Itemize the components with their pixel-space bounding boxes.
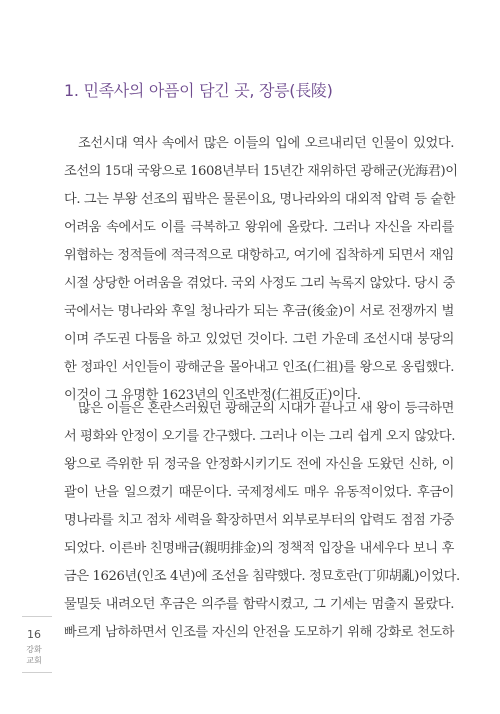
text-line: 명나라를 치고 점차 세력을 확장하면서 외부로부터의 압력도 점점 가중 <box>64 513 454 528</box>
text-line: 빠르게 남하하면서 인조를 자신의 안전을 도모하기 위해 강화로 천도하 <box>64 625 454 640</box>
paragraph-1 <box>64 130 458 410</box>
text-line: 금은 1626년(인조 4년)에 조선을 침략했다. 정묘호란(丁卯胡亂)이었다. <box>64 569 460 584</box>
text-line: 이것이 그 유명한 1623년의 인조반정(仁祖反正)이다. <box>64 388 361 403</box>
paragraph-2 <box>64 395 460 647</box>
text-line: 조선의 15대 국왕으로 1608년부터 15년간 재위하던 광해군(光海君)이 <box>64 164 458 179</box>
text-line: 조선시대 역사 속에서 많은 이들의 입에 오르내리던 인물이 있었다. <box>78 136 454 151</box>
text-line: 국에서는 명나라와 후일 청나라가 되는 후금(後金)이 서로 전쟁까지 벌 <box>64 304 454 319</box>
section-heading: 1. 민족사의 아픔이 담긴 곳, 장릉(長陵) <box>64 81 333 100</box>
text-line: 괄이 난을 일으켰기 때문이다. 국제정세도 매우 유동적이었다. 후금이 <box>64 485 454 500</box>
page-footer <box>22 628 46 666</box>
text-line: 시절 상당한 어려움을 겪었다. 국외 사정도 그리 녹록지 않았다. 당시 중 <box>64 276 455 291</box>
footer-divider-top <box>22 616 52 617</box>
text-line: 위협하는 정적들에 적극적으로 대항하고, 여기에 집착하게 되면서 재임 <box>64 248 454 263</box>
text-line: 많은 이들은 혼란스러웠던 광해군의 시대가 끝나고 새 왕이 등극하면 <box>78 401 454 416</box>
text-line: 서 평화와 안정이 오기를 간구했다. 그러나 이는 그리 쉽게 오지 않았다. <box>64 429 455 444</box>
footer-divider-bottom <box>22 672 52 673</box>
text-line: 왕으로 즉위한 뒤 정국을 안정화시키기도 전에 자신을 도왔던 신하, 이 <box>64 457 454 472</box>
page-number: 16 <box>27 628 41 641</box>
text-line: 한 정파인 서인들이 광해군을 몰아내고 인조(仁祖)를 왕으로 옹립했다. <box>64 360 454 375</box>
text-line: 어려움 속에서도 이를 극복하고 왕위에 올랐다. 그러나 자신을 자리를 <box>64 220 454 235</box>
section-label: 강화 교회 <box>26 645 42 665</box>
text-line: 다. 그는 부왕 선조의 핍박은 물론이요, 명나라와의 대외적 압력 등 숱한 <box>64 192 455 207</box>
text-line: 이며 주도권 다툼을 하고 있었던 것이다. 그런 가운데 조선시대 붕당의 <box>64 332 454 347</box>
text-line: 되었다. 이른바 친명배금(親明排金)의 정책적 입장을 내세우다 보니 후 <box>64 541 454 556</box>
text-line: 물밀듯 내려오던 후금은 의주를 함락시켰고, 그 기세는 멈출지 몰랐다. <box>64 597 454 612</box>
